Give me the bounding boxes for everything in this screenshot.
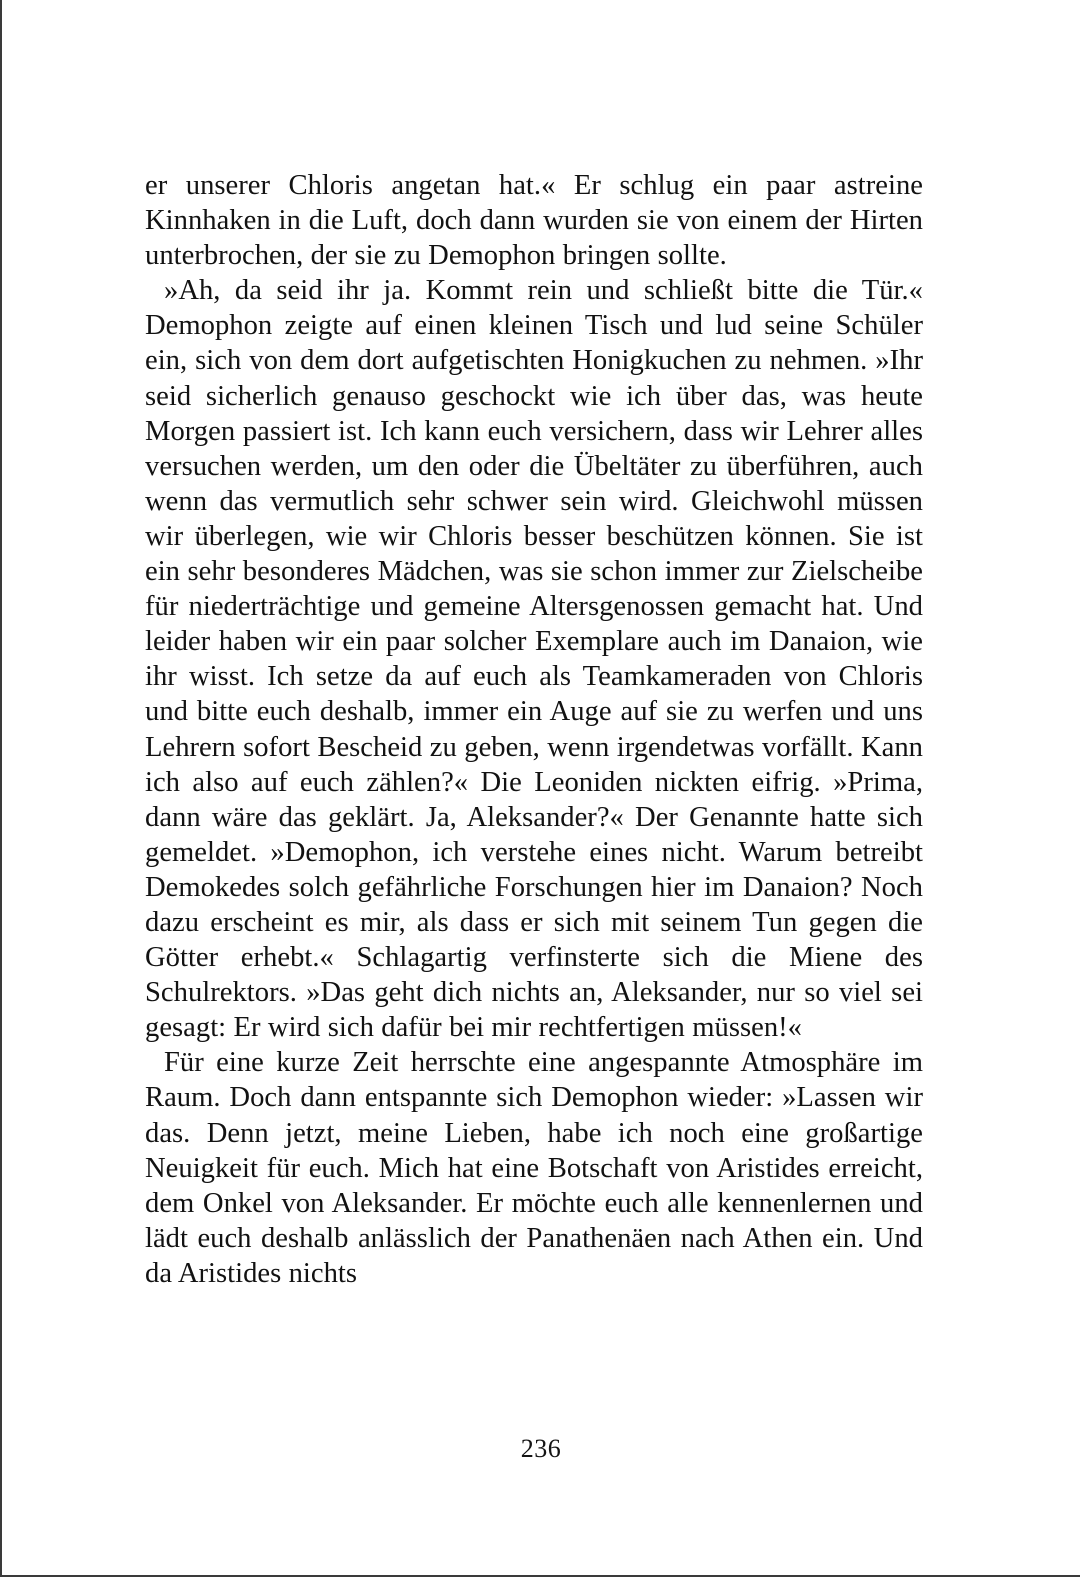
page-number: 236 <box>520 1434 562 1463</box>
page-text-block <box>145 168 923 1291</box>
paragraph-continued: er unserer Chloris angetan hat.« Er schlug ein paar astreine Kinnhaken in die Luft, doch dann wurden sie von einem der Hirten unterbrochen, der sie zu Demophon bringen sollte. <box>145 170 923 272</box>
paragraph-atmosphaere: Für eine kurze Zeit herrschte eine angespannte Atmosphäre im Raum. Doch dann entspannte sich Demophon wieder: »Lassen wir das. Denn jetzt, meine Lieben, habe ich noch eine großartige Neuigkeit für euch. Mich hat eine Botschaft von Aristides erreicht, dem Onkel von Aleksander. Er möchte euch alle kennenlernen und lädt euch deshalb anlässlich der Panathenäen nach Athen ein. Und da Aristides nichts <box>145 1047 923 1289</box>
paragraph-demophon-speech: »Ah, da seid ihr ja. Kommt rein und schließt bitte die Tür.« Demophon zeigte auf einen kleinen Tisch und lud seine Schüler ein, sich von dem dort aufgetischten Honigkuchen zu nehmen. »Ihr seid sicherlich genauso geschockt wie ich über das, was heute Morgen passiert ist. Ich kann euch versichern, dass wir Lehrer alles versuchen werden, um den oder die Übeltäter zu überführen, auch wenn das vermutlich sehr schwer sein wird. Gleichwohl müssen wir überlegen, wie wir Chloris besser beschützen können. Sie ist ein sehr besonderes Mädchen, was sie schon immer zur Zielscheibe für niederträchtige und gemeine Altersgenossen gemacht hat. Und leider haben wir ein paar solcher Exemplare auch im Danaion, wie ihr wisst. Ich setze da auf euch als Teamkameraden von Chloris und bitte euch deshalb, immer ein Auge auf sie zu werfen und uns Lehrern sofort Bescheid zu geben, wenn irgendetwas vorfällt. Kann ich also auf euch zählen?« Die Leoniden nickten eifrig. »Prima, dann wäre das geklärt. Ja, Aleksander?« Der Genannte hatte sich gemeldet. »Demophon, ich verstehe eines nicht. Warum betreibt Demokedes solch gefährliche Forschungen hier im Danaion? Noch dazu erscheint es mir, als dass er sich mit seinem Tun gegen die Götter erhebt.« Schlagartig verfinsterte sich die Miene des Schulrektors. »Das geht dich nichts an, Aleksander, nur so viel sei gesagt: Er wird sich dafür bei mir rechtfertigen müssen!« <box>145 275 923 1044</box>
